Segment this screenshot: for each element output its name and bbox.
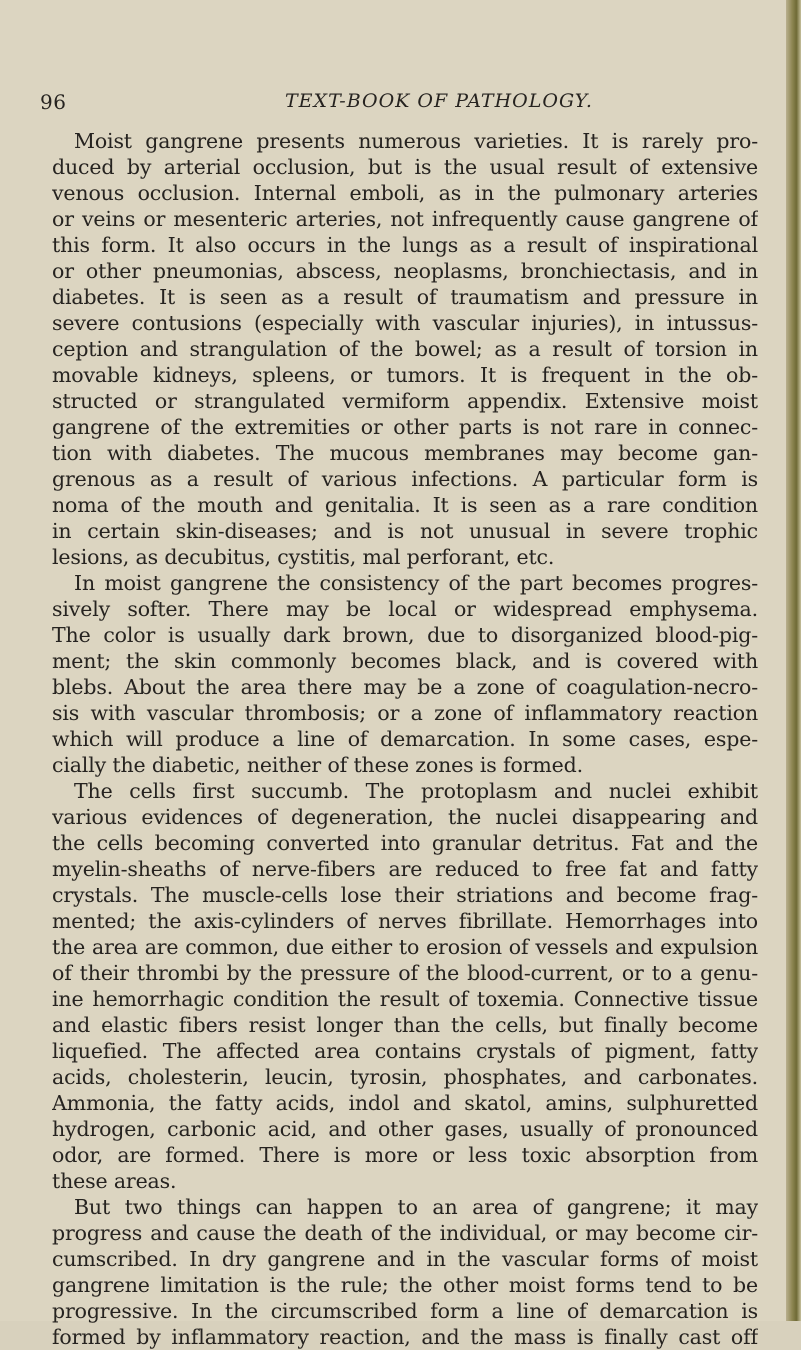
text-line: movable kidneys, spleens, or tumors. It is frequent in the ob- xyxy=(52,363,758,387)
text-line: sis with vascular thrombosis; or a zone of inflammatory reaction xyxy=(52,701,758,725)
text-line: liquefied. The affected area contains crystals of pigment, fatty xyxy=(52,1039,758,1063)
text-line: tion with diabetes. The mucous membranes may become gan- xyxy=(52,441,758,465)
text-line: ment; the skin commonly becomes black, and is covered with xyxy=(52,649,758,673)
text-line: of their thrombi by the pressure of the blood-current, or to a genu- xyxy=(52,961,758,985)
text-line: crystals. The muscle-cells lose their striations and become frag- xyxy=(52,883,758,907)
text-line: noma of the mouth and genitalia. It is seen as a rare condition xyxy=(52,493,758,517)
text-line: in certain skin-diseases; and is not unusual in severe trophic xyxy=(52,519,758,543)
text-line: cially the diabetic, neither of these zones is formed. xyxy=(52,753,583,777)
text-line: The cells first succumb. The protoplasm and nuclei exhibit xyxy=(74,779,758,803)
text-line: odor, are formed. There is more or less toxic absorption from xyxy=(52,1143,758,1167)
text-line: cumscribed. In dry gangrene and in the vascular forms of moist xyxy=(52,1247,758,1271)
text-line: and elastic fibers resist longer than the cells, but finally become xyxy=(52,1013,758,1037)
text-line: venous occlusion. Internal emboli, as in the pulmonary arteries xyxy=(52,181,758,205)
page-edge xyxy=(786,0,801,1321)
text-line: these areas. xyxy=(52,1169,177,1193)
text-line: diabetes. It is seen as a result of traumatism and pressure in xyxy=(52,285,758,309)
text-line: acids, cholesterin, leucin, tyrosin, phosphates, and carbonates. xyxy=(52,1065,758,1089)
text-line: myelin-sheaths of nerve-fibers are reduced to free fat and fatty xyxy=(52,857,758,881)
text-line: mented; the axis-cylinders of nerves fibrillate. Hemorrhages into xyxy=(52,909,758,933)
text-line: But two things can happen to an area of gangrene; it may xyxy=(74,1195,758,1219)
text-line: Ammonia, the fatty acids, indol and skatol, amins, sulphuretted xyxy=(52,1091,758,1115)
text-line: severe contusions (especially with vascular injuries), in intussus- xyxy=(52,311,758,335)
text-line: structed or strangulated vermiform appendix. Extensive moist xyxy=(52,389,758,413)
text-line: the area are common, due either to erosion of vessels and expulsion xyxy=(52,935,758,959)
text-line: ine hemorrhagic condition the result of toxemia. Connective tissue xyxy=(52,987,758,1011)
text-line: gangrene limitation is the rule; the other moist forms tend to be xyxy=(52,1273,758,1297)
text-line: Moist gangrene presents numerous varieties. It is rarely pro- xyxy=(74,129,758,153)
text-line: various evidences of degeneration, the nuclei disappearing and xyxy=(52,805,758,829)
text-line: blebs. About the area there may be a zone of coagulation-necro- xyxy=(52,675,758,699)
text-line: In moist gangrene the consistency of the part becomes progres- xyxy=(74,571,758,595)
text-line: grenous as a result of various infections. A particular form is xyxy=(52,467,758,491)
page-number: 96 xyxy=(40,90,67,114)
running-head: TEXT-BOOK OF PATHOLOGY. xyxy=(285,90,593,112)
text-line: or other pneumonias, abscess, neoplasms, bronchiectasis, and in xyxy=(52,259,758,283)
text-line: this form. It also occurs in the lungs as a result of inspirational xyxy=(52,233,758,257)
text-line: ception and strangulation of the bowel; as a result of torsion in xyxy=(52,337,758,361)
text-line: lesions, as decubitus, cystitis, mal perforant, etc. xyxy=(52,545,555,569)
text-line: duced by arterial occlusion, but is the usual result of extensive xyxy=(52,155,758,179)
text-line: which will produce a line of demarcation. In some cases, espe- xyxy=(52,727,758,751)
page-header xyxy=(0,90,786,120)
text-line: gangrene of the extremities or other parts is not rare in connec- xyxy=(52,415,758,439)
text-line: the cells becoming converted into granular detritus. Fat and the xyxy=(52,831,758,855)
body-text xyxy=(52,128,758,1350)
text-line: or veins or mesenteric arteries, not infrequently cause gangrene of xyxy=(52,207,758,231)
text-line: progressive. In the circumscribed form a line of demarcation is xyxy=(52,1299,758,1323)
text-line: formed by inflammatory reaction, and the mass is finally cast off xyxy=(52,1325,758,1349)
text-line: The color is usually dark brown, due to disorganized blood-pig- xyxy=(52,623,758,647)
text-line: progress and cause the death of the individual, or may become cir- xyxy=(52,1221,758,1245)
text-line: sively softer. There may be local or widespread emphysema. xyxy=(52,597,758,621)
text-line: hydrogen, carbonic acid, and other gases, usually of pronounced xyxy=(52,1117,758,1141)
